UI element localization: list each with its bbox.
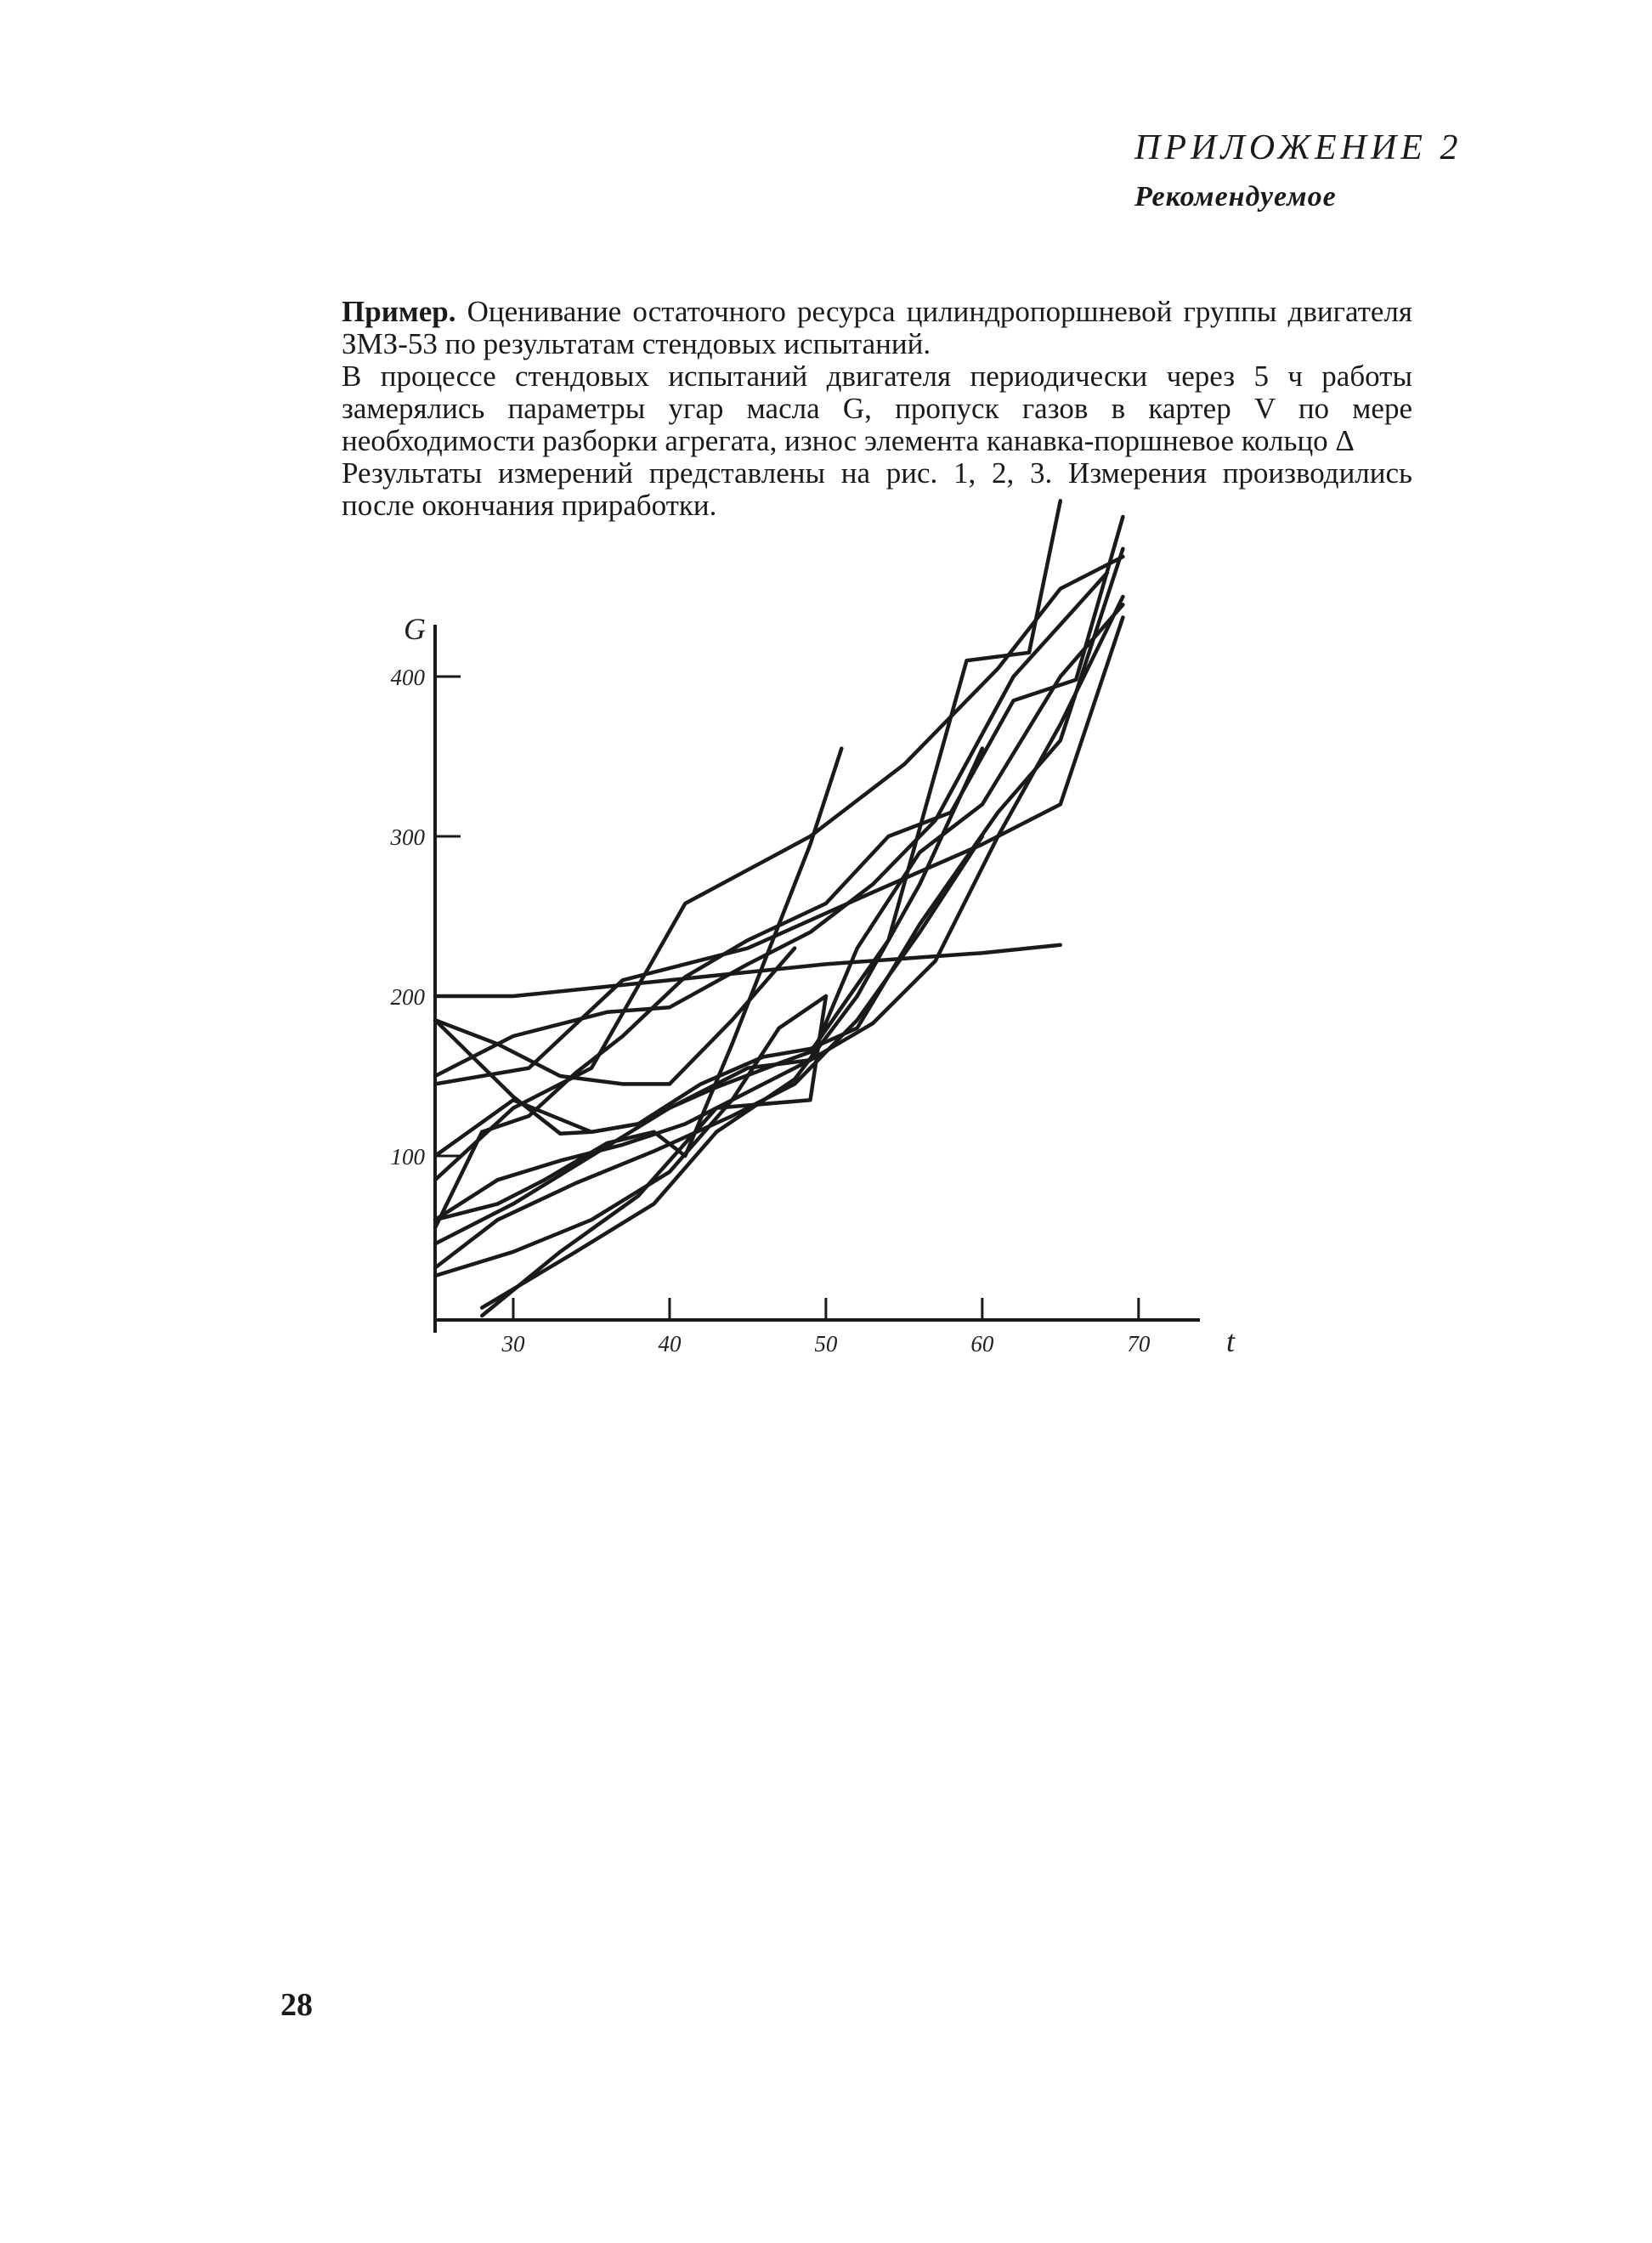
paragraph-3-text: Результаты измерений представлены на рис. 1, 2, 3. Измерения производились после окончания приработки. xyxy=(342,456,1412,522)
x-tick-label: 50 xyxy=(814,1331,838,1357)
chart-series xyxy=(435,501,1123,1316)
series-line-13 xyxy=(482,996,826,1316)
x-tick-label: 30 xyxy=(501,1331,525,1357)
example-lead: Пример. xyxy=(342,295,456,328)
x-axis-label: t xyxy=(1225,1324,1236,1358)
y-tick-label: 100 xyxy=(390,1144,425,1170)
series-line-2 xyxy=(435,549,1123,1134)
y-tick-label: 200 xyxy=(390,984,425,1010)
y-tick-label: 400 xyxy=(390,665,425,690)
paragraph-1-text: Оценивание остаточного ресурса цилиндропоршневой группы двигателя ЗМЗ-53 по результатам стендовых испытаний. xyxy=(342,295,1412,360)
y-axis-label: G xyxy=(404,612,426,646)
x-tick-label: 40 xyxy=(658,1331,682,1357)
chart-labels xyxy=(390,612,1236,1358)
series-line-8 xyxy=(435,597,1123,1220)
series-line-3 xyxy=(435,617,1123,1084)
series-line-11 xyxy=(482,749,982,1308)
x-tick-label: 70 xyxy=(1127,1331,1151,1357)
page-number: 28 xyxy=(280,1987,313,2023)
series-line-1 xyxy=(435,501,1061,1156)
paragraph-2-text: В процессе стендовых испытаний двигателя периодически через 5 ч работы замерялись параметры угар масла G, пропуск газов в картер V по мере необходимости разборки агрегата, износ элемента канавка-поршневое кольцо Δ xyxy=(342,360,1412,457)
x-tick-label: 60 xyxy=(970,1331,994,1357)
series-line-4 xyxy=(435,945,1061,996)
appendix-title: ПРИЛОЖЕНИЕ 2 xyxy=(1134,128,1462,167)
appendix-status: Рекомендуемое xyxy=(1134,181,1337,212)
y-tick-label: 300 xyxy=(390,824,425,850)
series-line-7 xyxy=(435,517,1123,1228)
series-line-5 xyxy=(435,557,1123,1180)
